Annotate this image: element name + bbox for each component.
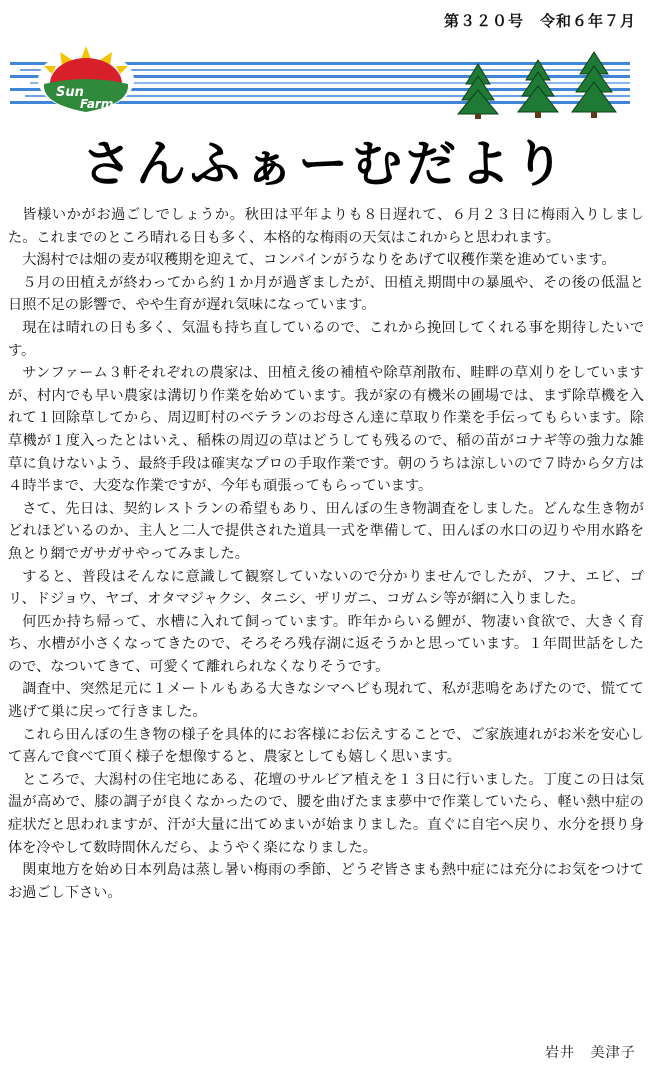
logo-text-bottom: Farm [80, 97, 114, 111]
paragraph: 調査中、突然足元に１メートルもある大きなシマヘビも現れて、私が悲鳴をあげたので、慌てて逃げて巣に戻って行きました。 [8, 681, 644, 721]
paragraph: ５月の田植えが終わってから約１か月が過ぎましたが、田植え期間中の暴風や、その後の低温と日照不足の影響で、やや生育が遅れ気味になっています。 [8, 274, 644, 314]
logo-text-top: Sun [56, 85, 84, 100]
newsletter-title: さんふぁーむだより [82, 135, 568, 193]
pine-tree-icon [572, 52, 616, 118]
paragraph: 大潟村では畑の麦が収穫期を迎えて、コンバインがうなりをあげて収穫作業を進めています。 [22, 252, 616, 269]
pine-tree-icon [458, 64, 498, 119]
author-signature: 岩井 美津子 [544, 1045, 636, 1061]
paragraph: これら田んぼの生き物の様子を具体的にお客様にお伝えすることで、ご家族連れがお米を安心して喜んで食べて頂く様子を想像すると、農家としても嬉しく思います。 [8, 726, 644, 766]
paragraph: さて、先日は、契約レストランの希望もあり、田んぼの生き物調査をしました。どんな生き物がどれほどいるのか、主人と二人で提供された道具一式を準備して、田んぼの水口の辺りや用水路を魚とり網でガサガサやってみました。 [8, 500, 644, 562]
header-banner [0, 40, 650, 120]
paragraph: 皆様いかがお過ごしでしょうか。秋田は平年よりも８日遅れて、６月２３日に梅雨入りしました。これまでのところ晴れる日も多く、本格的な梅雨の天気はこれからと思われます。 [8, 207, 644, 246]
paragraph: 関東地方を始め日本列島は蒸し暑い梅雨の季節、どうぞ皆さまも熱中症には充分にお気をつけてお過ごし下さい。 [8, 862, 644, 901]
issue-number: 第３２０号 令和６年７月 [443, 12, 636, 30]
paragraph: すると、普段はそんなに意識して観察していないので分かりませんでしたが、フナ、エビ、ゴリ、ドジョウ、ヤゴ、オタマジャクシ、タニシ、ザリガニ、コガムシ等が網に入りました。 [8, 568, 644, 608]
article-body [8, 204, 644, 904]
paragraph: 何匹か持ち帰って、水槽に入れて飼っています。昨年からいる鯉が、物凄い食欲で、大きく育ち、水槽が小さくなってきたので、そろそろ残存湖に返そうかと思っています。１年間世話をしたので、なついてきて、可愛くて離れられなくなりそうです。 [8, 613, 644, 675]
paragraph: サンファーム３軒それぞれの農家は、田植え後の補植や除草剤散布、畦畔の草刈りをしていますが、村内でも早い農家は溝切り作業を始めています。我が家の有機米の圃場では、まず除草機を入れて１回除草してから、周辺町村のベテランのお母さん達に草取り作業を手伝ってもらいます。除草機が１度入ったとはいえ、稲株の周辺の草はどうしても残るので、稲の苗がコナギ等の強力な雑草に負けないよう、最終手段は確実なプロの手取作業です。朝のうちは涼しいので７時から夕方は４時半まで、大変な作業ですが、今年も頑張ってもらっています。 [8, 365, 644, 495]
paragraph: ところで、大潟村の住宅地にある、花壇のサルビア植えを１３日に行いました。丁度この日は気温が高めで、膝の調子が良くなかったので、腰を曲げたまま夢中で作業していたら、軽い熱中症の症状だと思われますが、汗が大量に出てめまいが始まりました。直ぐに自宅へ戻り、水分を摂り身体を冷やして数時間休んだら、ようやく楽になりました。 [8, 771, 644, 856]
paragraph: 現在は晴れの日も多く、気温も持ち直しているので、これから挽回してくれる事を期待したいです。 [8, 319, 644, 359]
